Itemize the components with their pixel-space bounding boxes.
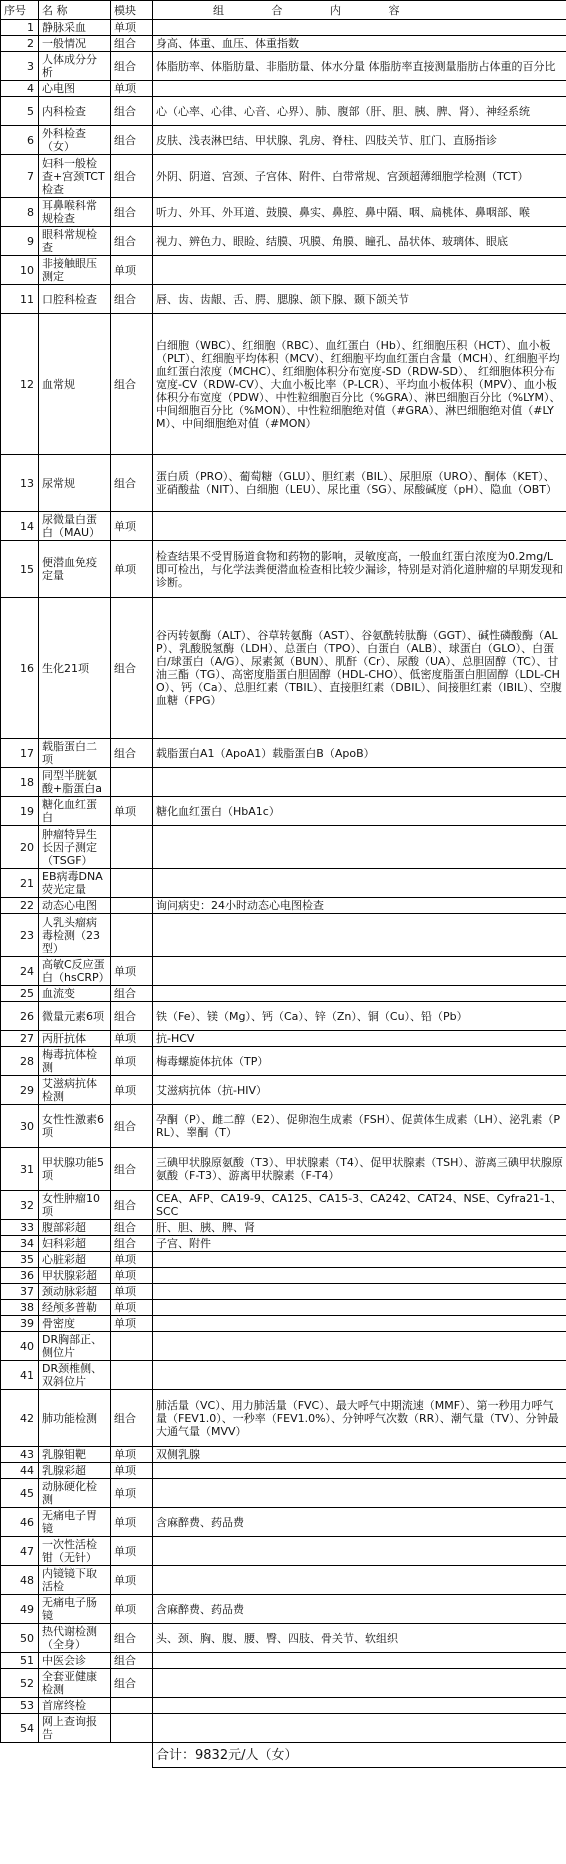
- row-name: 人乳头瘤病毒检测（23型）: [39, 914, 111, 957]
- table-row: [1, 1284, 566, 1300]
- row-number: 16: [1, 598, 39, 739]
- row-content: 蛋白质（PRO）、葡萄糖（GLU）、胆红素（BIL）、尿胆原（URO）、酮体（KET）、亚硝酸盐（NIT）、白细胞（LEU）、尿比重（SG）、尿酸碱度（pH）、隐血（OBT）: [153, 455, 566, 512]
- table-row: [1, 1220, 566, 1236]
- row-number: 29: [1, 1076, 39, 1105]
- row-name: DR胸部正、侧位片: [39, 1332, 111, 1361]
- row-content: [153, 957, 566, 986]
- row-name: 尿常规: [39, 455, 111, 512]
- row-number: 11: [1, 285, 39, 314]
- row-content: 唇、齿、齿龈、舌、腭、腮腺、颌下腺、颞下颌关节: [153, 285, 566, 314]
- row-name: 口腔科检查: [39, 285, 111, 314]
- row-name: 颈动脉彩超: [39, 1284, 111, 1300]
- row-module: 组合: [111, 1191, 153, 1220]
- header-module: 模块: [111, 1, 153, 20]
- row-module: 单项: [111, 1252, 153, 1268]
- table-row: [1, 768, 566, 797]
- row-number: 19: [1, 797, 39, 826]
- row-content: [153, 20, 566, 36]
- table-row: [1, 1047, 566, 1076]
- row-content: [153, 986, 566, 1002]
- row-content: 询问病史：24小时动态心电图检查: [153, 898, 566, 914]
- row-module: 组合: [111, 1624, 153, 1653]
- row-module: 组合: [111, 1002, 153, 1031]
- row-name: 同型半胱氨酸+脂蛋白a: [39, 768, 111, 797]
- row-name: 耳鼻喉科常规检查: [39, 198, 111, 227]
- row-module: 组合: [111, 598, 153, 739]
- table-row: [1, 1479, 566, 1508]
- table-row: [1, 1463, 566, 1479]
- table-row: [1, 1332, 566, 1361]
- table-row: [1, 986, 566, 1002]
- row-name: 无痛电子胃镜: [39, 1508, 111, 1537]
- row-name: 动脉硬化检测: [39, 1479, 111, 1508]
- row-module: 单项: [111, 1537, 153, 1566]
- row-module: 单项: [111, 541, 153, 598]
- table-row: [1, 314, 566, 455]
- row-module: 单项: [111, 1031, 153, 1047]
- row-content: [153, 1252, 566, 1268]
- header-content: 组 合 内 容: [153, 1, 566, 20]
- table-row: [1, 1669, 566, 1698]
- row-content: 孕酮（P）、雌二醇（E2）、促卵泡生成素（FSH）、促黄体生成素（LH）、泌乳素（PRL）、睾酮（T）: [153, 1105, 566, 1148]
- row-content: [153, 826, 566, 869]
- row-module: 单项: [111, 1284, 153, 1300]
- row-number: 47: [1, 1537, 39, 1566]
- row-name: 生化21项: [39, 598, 111, 739]
- row-content: [153, 1300, 566, 1316]
- row-content: 身高、体重、血压、体重指数: [153, 36, 566, 52]
- row-number: 4: [1, 81, 39, 97]
- row-name: 非接触眼压测定: [39, 256, 111, 285]
- table-row: [1, 1653, 566, 1669]
- row-number: 53: [1, 1698, 39, 1714]
- row-content: [153, 81, 566, 97]
- row-module: [111, 1714, 153, 1743]
- row-module: 组合: [111, 1390, 153, 1447]
- row-number: 37: [1, 1284, 39, 1300]
- row-number: 28: [1, 1047, 39, 1076]
- row-name: 女性肿瘤10项: [39, 1191, 111, 1220]
- row-module: 组合: [111, 1653, 153, 1669]
- row-name: 肺功能检测: [39, 1390, 111, 1447]
- table-row: [1, 227, 566, 256]
- row-name: 丙肝抗体: [39, 1031, 111, 1047]
- row-content: 头、颈、胸、腹、腰、臀、四肢、骨关节、软组织: [153, 1624, 566, 1653]
- table-row: [1, 1508, 566, 1537]
- row-content: 白细胞（WBC）、红细胞（RBC）、血红蛋白（Hb）、红细胞压积（HCT）、血小板（PLT）、红细胞平均体积（MCV）、红细胞平均血红蛋白含量（MCH）、红细胞平均血红蛋白浓度（MCHC）、红细胞体积分布宽度-SD（RDW-SD）、 红细胞体积分布宽度-CV（RDW-CV）、大血小板比率（P-LCR）、平均血小板体积（MPV）、血小板体积分布宽度（PDW）、中性粒细胞百分比（%GRA）、淋巴细胞百分比（%LYM）、中间细胞百分比（%MON）、中性粒细胞绝对值（#GRA）、淋巴细胞绝对值（#LYM）、中间细胞绝对值（#MON）: [153, 314, 566, 455]
- table-row: [1, 1148, 566, 1191]
- total-price: 合计：9832元/人（女）: [153, 1743, 566, 1768]
- row-number: 50: [1, 1624, 39, 1653]
- table-row: [1, 541, 566, 598]
- row-number: 35: [1, 1252, 39, 1268]
- row-content: 皮肤、浅表淋巴结、甲状腺、乳房、脊柱、四肢关节、肛门、直肠指诊: [153, 126, 566, 155]
- row-module: 单项: [111, 1595, 153, 1624]
- row-module: [111, 869, 153, 898]
- row-number: 26: [1, 1002, 39, 1031]
- row-name: 内科检查: [39, 97, 111, 126]
- header-row: [1, 1, 566, 20]
- row-module: 组合: [111, 455, 153, 512]
- row-content: [153, 869, 566, 898]
- row-module: 组合: [111, 227, 153, 256]
- table-row: [1, 1390, 566, 1447]
- table-row: [1, 1595, 566, 1624]
- row-content: 心（心率、心律、心音、心界）、肺、腹部（肝、胆、胰、脾、肾）、神经系统: [153, 97, 566, 126]
- table-row: [1, 1316, 566, 1332]
- table-row: [1, 739, 566, 768]
- row-number: 54: [1, 1714, 39, 1743]
- row-number: 43: [1, 1447, 39, 1463]
- table-row: [1, 198, 566, 227]
- row-name: 全套亚健康检测: [39, 1669, 111, 1698]
- row-module: 组合: [111, 36, 153, 52]
- row-content: [153, 1268, 566, 1284]
- row-number: 15: [1, 541, 39, 598]
- table-row: [1, 826, 566, 869]
- row-module: 组合: [111, 986, 153, 1002]
- row-number: 25: [1, 986, 39, 1002]
- table-row: [1, 81, 566, 97]
- row-content: 含麻醉费、药品费: [153, 1595, 566, 1624]
- row-module: 组合: [111, 155, 153, 198]
- table-row: [1, 1252, 566, 1268]
- header-name: 名 称: [39, 1, 111, 20]
- table-row: [1, 52, 566, 81]
- row-number: 40: [1, 1332, 39, 1361]
- row-module: 组合: [111, 126, 153, 155]
- table-row: [1, 36, 566, 52]
- row-number: 42: [1, 1390, 39, 1447]
- row-content: 听力、外耳、外耳道、鼓膜、鼻实、鼻腔、鼻中隔、咽、扁桃体、鼻咽部、喉: [153, 198, 566, 227]
- row-number: 23: [1, 914, 39, 957]
- row-content: 含麻醉费、药品费: [153, 1508, 566, 1537]
- table-row: [1, 898, 566, 914]
- row-number: 27: [1, 1031, 39, 1047]
- row-name: 经颅多普勒: [39, 1300, 111, 1316]
- row-number: 52: [1, 1669, 39, 1698]
- row-content: 双侧乳腺: [153, 1447, 566, 1463]
- row-name: 热代谢检测（全身）: [39, 1624, 111, 1653]
- row-content: [153, 1653, 566, 1669]
- row-module: 单项: [111, 20, 153, 36]
- row-name: 高敏C反应蛋白（hsCRP）: [39, 957, 111, 986]
- row-name: 腹部彩超: [39, 1220, 111, 1236]
- row-number: 10: [1, 256, 39, 285]
- row-content: 铁（Fe）、镁（Mg）、钙（Ca）、锌（Zn）、铜（Cu）、铅（Pb）: [153, 1002, 566, 1031]
- row-name: 眼科常规检查: [39, 227, 111, 256]
- row-number: 30: [1, 1105, 39, 1148]
- row-number: 14: [1, 512, 39, 541]
- table-row: [1, 512, 566, 541]
- row-number: 44: [1, 1463, 39, 1479]
- row-name: 一次性活检钳（无针）: [39, 1537, 111, 1566]
- table-row: [1, 126, 566, 155]
- row-number: 38: [1, 1300, 39, 1316]
- row-content: 谷丙转氨酶（ALT）、谷草转氨酶（AST）、谷氨酰转肽酶（GGT）、碱性磷酸酶（ALP）、乳酸脱氢酶（LDH）、总蛋白（TPO）、白蛋白（ALB）、球蛋白（GLO）、白蛋白/球蛋白（A/G）、尿素氮（BUN）、肌酐（Cr）、尿酸（UA）、总胆固醇（TC）、甘油三酯（TG）、高密度脂蛋白胆固醇（HDL-CHO）、低密度脂蛋白胆固醇（LDL-CHO）、钙（Ca）、总胆红素（TBIL）、直接胆红素（DBIL）、间接胆红素（IBIL）、空腹血糖（FPG）: [153, 598, 566, 739]
- row-module: [111, 914, 153, 957]
- row-number: 33: [1, 1220, 39, 1236]
- row-module: 单项: [111, 256, 153, 285]
- row-number: 39: [1, 1316, 39, 1332]
- row-number: 24: [1, 957, 39, 986]
- table-row: [1, 97, 566, 126]
- row-module: 单项: [111, 1566, 153, 1595]
- table-row: [1, 1002, 566, 1031]
- row-number: 48: [1, 1566, 39, 1595]
- row-module: 组合: [111, 1669, 153, 1698]
- row-name: 血流变: [39, 986, 111, 1002]
- table-row: [1, 869, 566, 898]
- row-number: 41: [1, 1361, 39, 1390]
- row-number: 17: [1, 739, 39, 768]
- table-row: [1, 1076, 566, 1105]
- row-module: 组合: [111, 198, 153, 227]
- row-content: 检查结果不受胃肠道食物和药物的影响，灵敏度高，一般血红蛋白浓度为0.2mg/L 即可检出，与化学法粪便潜血检查相比较少漏诊，特别是对消化道肿瘤的早期发现和诊断。: [153, 541, 566, 598]
- row-name: 尿微量白蛋白（MAU）: [39, 512, 111, 541]
- row-name: 无痛电子肠镜: [39, 1595, 111, 1624]
- row-name: 甲状腺功能5项: [39, 1148, 111, 1191]
- row-module: 单项: [111, 1508, 153, 1537]
- row-number: 20: [1, 826, 39, 869]
- row-name: 妇科彩超: [39, 1236, 111, 1252]
- row-module: 组合: [111, 1148, 153, 1191]
- row-name: 甲状腺彩超: [39, 1268, 111, 1284]
- table-row: [1, 1447, 566, 1463]
- row-number: 36: [1, 1268, 39, 1284]
- table-row: [1, 797, 566, 826]
- row-content: 艾滋病抗体（抗-HIV）: [153, 1076, 566, 1105]
- row-module: 组合: [111, 97, 153, 126]
- row-module: [111, 1361, 153, 1390]
- row-name: EB病毒DNA荧光定量: [39, 869, 111, 898]
- row-number: 18: [1, 768, 39, 797]
- row-name: 梅毒抗体检测: [39, 1047, 111, 1076]
- row-module: 组合: [111, 1220, 153, 1236]
- row-name: 心电图: [39, 81, 111, 97]
- row-number: 3: [1, 52, 39, 81]
- row-name: DR颈椎侧、双斜位片: [39, 1361, 111, 1390]
- row-module: 单项: [111, 1047, 153, 1076]
- row-number: 46: [1, 1508, 39, 1537]
- table-row: [1, 1624, 566, 1653]
- row-number: 6: [1, 126, 39, 155]
- row-content: [153, 1566, 566, 1595]
- row-module: 组合: [111, 285, 153, 314]
- row-module: 组合: [111, 314, 153, 455]
- row-content: 视力、辨色力、眼睑、结膜、巩膜、角膜、瞳孔、晶状体、玻璃体、眼底: [153, 227, 566, 256]
- row-module: 组合: [111, 52, 153, 81]
- row-module: 单项: [111, 957, 153, 986]
- table-row: [1, 1105, 566, 1148]
- row-number: 7: [1, 155, 39, 198]
- row-name: 妇科一般检查+宫颈TCT检查: [39, 155, 111, 198]
- table-row: [1, 285, 566, 314]
- row-content: [153, 768, 566, 797]
- row-content: [153, 1698, 566, 1714]
- row-name: 乳腺钼靶: [39, 1447, 111, 1463]
- row-number: 34: [1, 1236, 39, 1252]
- header-no: 序号: [1, 1, 39, 20]
- row-content: 外阴、阴道、宫颈、子宫体、附件、白带常规、宫颈超薄细胞学检测（TCT）: [153, 155, 566, 198]
- row-module: [111, 768, 153, 797]
- row-module: 单项: [111, 81, 153, 97]
- row-module: 组合: [111, 1105, 153, 1148]
- row-number: 21: [1, 869, 39, 898]
- footer-row: [1, 1743, 566, 1768]
- row-content: 肺活量（VC）、用力肺活量（FVC）、最大呼气中期流速（MMF）、第一秒用力呼气量（FEV1.0）、一秒率（FEV1.0%）、分钟呼气次数（RR）、潮气量（TV）、分钟最大通气量（MVV）: [153, 1390, 566, 1447]
- row-module: [111, 898, 153, 914]
- table-row: [1, 455, 566, 512]
- table-row: [1, 1236, 566, 1252]
- row-content: CEA、AFP、CA19-9、CA125、CA15-3、CA242、CAT24、NSE、Cyfra21-1、SCC: [153, 1191, 566, 1220]
- row-module: 单项: [111, 1300, 153, 1316]
- row-content: [153, 914, 566, 957]
- row-number: 2: [1, 36, 39, 52]
- row-content: 抗-HCV: [153, 1031, 566, 1047]
- row-module: 单项: [111, 1316, 153, 1332]
- row-module: 单项: [111, 1479, 153, 1508]
- row-number: 22: [1, 898, 39, 914]
- row-name: 动态心电图: [39, 898, 111, 914]
- row-name: 网上查询报告: [39, 1714, 111, 1743]
- table-row: [1, 1031, 566, 1047]
- row-name: 艾滋病抗体检测: [39, 1076, 111, 1105]
- row-module: 单项: [111, 797, 153, 826]
- row-content: [153, 1361, 566, 1390]
- row-module: 单项: [111, 1076, 153, 1105]
- row-number: 13: [1, 455, 39, 512]
- row-content: 体脂肪率、体脂肪量、非脂肪量、体水分量 体脂肪率直接测量脂肪占体重的百分比: [153, 52, 566, 81]
- row-name: 一般情况: [39, 36, 111, 52]
- row-module: 单项: [111, 1268, 153, 1284]
- row-number: 5: [1, 97, 39, 126]
- row-module: 组合: [111, 1236, 153, 1252]
- table-row: [1, 957, 566, 986]
- row-content: 载脂蛋白A1（ApoA1）载脂蛋白B（ApoB）: [153, 739, 566, 768]
- row-content: [153, 1463, 566, 1479]
- table-row: [1, 914, 566, 957]
- table-row: [1, 1698, 566, 1714]
- row-name: 人体成分分析: [39, 52, 111, 81]
- row-number: 31: [1, 1148, 39, 1191]
- row-name: 外科检查（女）: [39, 126, 111, 155]
- table-row: [1, 1300, 566, 1316]
- row-name: 糖化血红蛋白: [39, 797, 111, 826]
- row-content: 肝、胆、胰、脾、肾: [153, 1220, 566, 1236]
- row-number: 45: [1, 1479, 39, 1508]
- row-number: 49: [1, 1595, 39, 1624]
- table-row: [1, 1268, 566, 1284]
- row-name: 女性性激素6项: [39, 1105, 111, 1148]
- row-module: 组合: [111, 739, 153, 768]
- row-name: 首席终检: [39, 1698, 111, 1714]
- row-name: 便潜血免疫定量: [39, 541, 111, 598]
- row-content: [153, 1479, 566, 1508]
- row-name: 内镜镜下取活检: [39, 1566, 111, 1595]
- table-row: [1, 256, 566, 285]
- row-name: 载脂蛋白二项: [39, 739, 111, 768]
- row-module: 单项: [111, 512, 153, 541]
- row-name: 骨密度: [39, 1316, 111, 1332]
- row-module: [111, 1698, 153, 1714]
- row-name: 心脏彩超: [39, 1252, 111, 1268]
- row-content: [153, 512, 566, 541]
- table-row: [1, 1361, 566, 1390]
- row-content: [153, 1284, 566, 1300]
- row-number: 1: [1, 20, 39, 36]
- row-number: 8: [1, 198, 39, 227]
- row-content: 子宫、附件: [153, 1236, 566, 1252]
- row-number: 32: [1, 1191, 39, 1220]
- table-row: [1, 20, 566, 36]
- row-name: 微量元素6项: [39, 1002, 111, 1031]
- row-name: 血常规: [39, 314, 111, 455]
- table-row: [1, 598, 566, 739]
- row-content: [153, 1714, 566, 1743]
- table-row: [1, 1537, 566, 1566]
- row-module: [111, 1332, 153, 1361]
- table-row: [1, 1191, 566, 1220]
- row-content: [153, 1316, 566, 1332]
- row-content: 梅毒螺旋体抗体（TP）: [153, 1047, 566, 1076]
- row-content: [153, 1332, 566, 1361]
- row-number: 12: [1, 314, 39, 455]
- row-content: [153, 256, 566, 285]
- row-content: [153, 1669, 566, 1698]
- row-module: 单项: [111, 1463, 153, 1479]
- row-content: [153, 1537, 566, 1566]
- table-row: [1, 155, 566, 198]
- row-content: 三碘甲状腺原氨酸（T3）、甲状腺素（T4）、促甲状腺素（TSH）、游离三碘甲状腺原氨酸（F-T3）、游离甲状腺素（F-T4）: [153, 1148, 566, 1191]
- row-number: 51: [1, 1653, 39, 1669]
- table-row: [1, 1566, 566, 1595]
- row-name: 乳腺彩超: [39, 1463, 111, 1479]
- table-row: [1, 1714, 566, 1743]
- row-content: 糖化血红蛋白（HbA1c）: [153, 797, 566, 826]
- row-number: 9: [1, 227, 39, 256]
- row-module: [111, 826, 153, 869]
- row-name: 静脉采血: [39, 20, 111, 36]
- row-name: 肿瘤特异生长因子测定（TSGF）: [39, 826, 111, 869]
- row-module: 单项: [111, 1447, 153, 1463]
- row-name: 中医会诊: [39, 1653, 111, 1669]
